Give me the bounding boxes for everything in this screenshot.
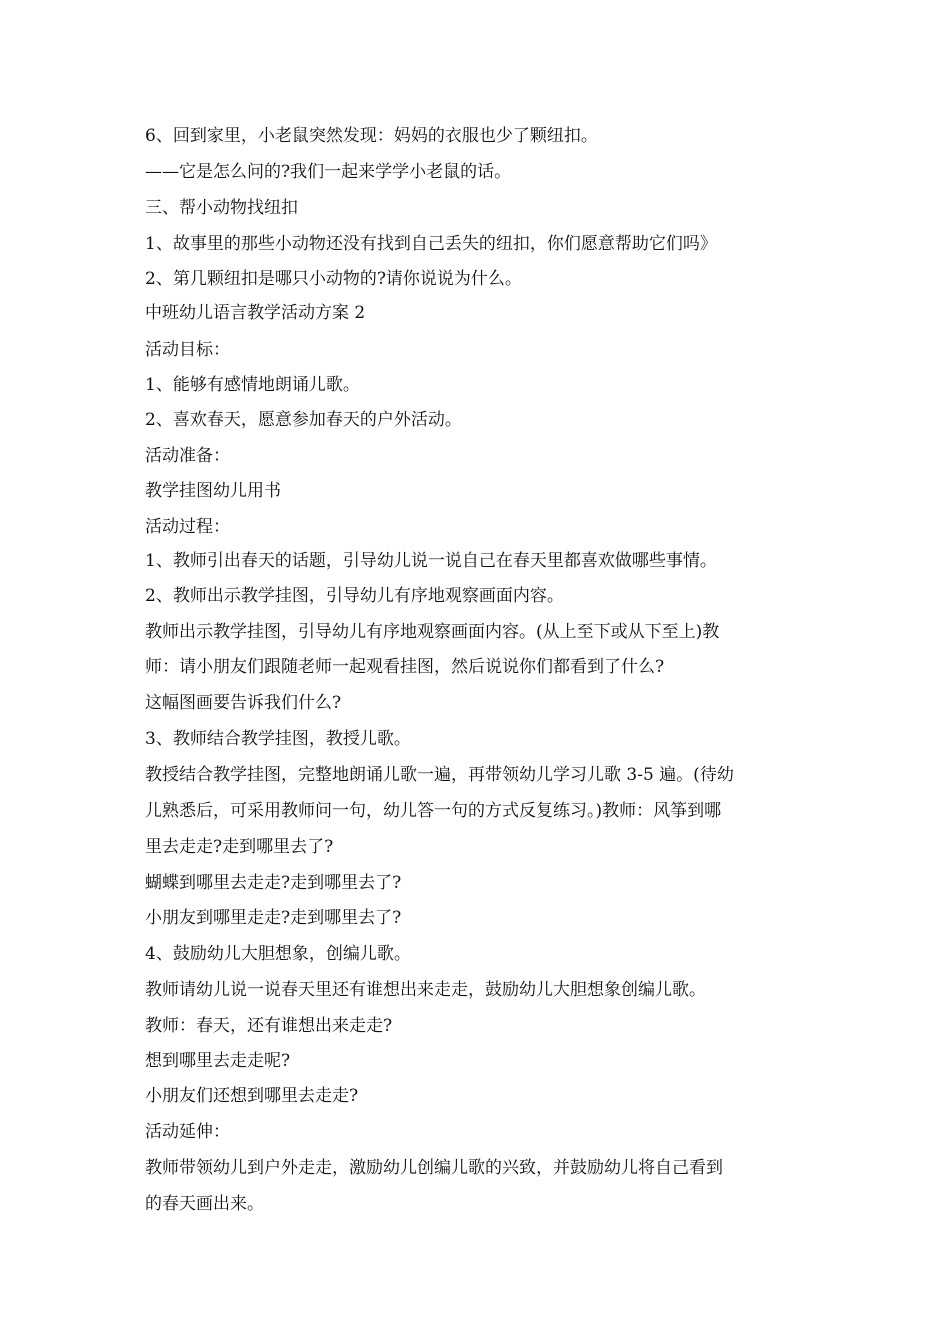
text-line: 1、能够有感情地朗诵儿歌。 xyxy=(145,375,360,395)
section-heading: 活动延伸： xyxy=(145,1122,230,1142)
text-line: 小朋友们还想到哪里去走走? xyxy=(145,1086,359,1106)
plan-title: 中班幼儿语言教学活动方案 2 xyxy=(145,303,366,323)
text-line: 教师出示教学挂图，引导幼儿有序地观察画面内容。(从上至下或从下至上)教 xyxy=(145,622,720,642)
section-heading: 活动过程： xyxy=(145,517,230,537)
section-heading: 活动准备： xyxy=(145,446,230,466)
text-line: ——它是怎么问的?我们一起来学学小老鼠的话。 xyxy=(145,162,512,182)
text-line: 蝴蝶到哪里去走走?走到哪里去了? xyxy=(145,873,402,893)
text-line: 想到哪里去走走呢? xyxy=(145,1051,291,1071)
text-line: 2、教师出示教学挂图，引导幼儿有序地观察画面内容。 xyxy=(145,586,564,606)
text-line: 1、教师引出春天的话题，引导幼儿说一说自己在春天里都喜欢做哪些事情。 xyxy=(145,551,717,571)
section-heading: 活动目标： xyxy=(145,340,230,360)
text-line: 师：请小朋友们跟随老师一起观看挂图，然后说说你们都看到了什么? xyxy=(145,657,665,677)
text-line: 2、第几颗纽扣是哪只小动物的?请你说说为什么。 xyxy=(145,269,522,289)
text-line: 2、喜欢春天，愿意参加春天的户外活动。 xyxy=(145,410,462,430)
text-line: 这幅图画要告诉我们什么? xyxy=(145,693,342,713)
text-line: 1、故事里的那些小动物还没有找到自己丢失的纽扣，你们愿意帮助它们吗》 xyxy=(145,234,717,254)
text-line: 教师带领幼儿到户外走走，激励幼儿创编儿歌的兴致，并鼓励幼儿将自己看到 xyxy=(145,1158,723,1178)
section-heading: 三、帮小动物找纽扣 xyxy=(145,198,298,218)
text-line: 6、回到家里，小老鼠突然发现：妈妈的衣服也少了颗纽扣。 xyxy=(145,126,598,146)
text-line: 教授结合教学挂图，完整地朗诵儿歌一遍，再带领幼儿学习儿歌 3-5 遍。(待幼 xyxy=(145,765,734,785)
text-line: 3、教师结合教学挂图，教授儿歌。 xyxy=(145,729,411,749)
text-line: 小朋友到哪里走走?走到哪里去了? xyxy=(145,908,402,928)
text-line: 教学挂图幼儿用书 xyxy=(145,481,281,501)
text-line: 的春天画出来。 xyxy=(145,1194,264,1214)
text-line: 教师请幼儿说一说春天里还有谁想出来走走，鼓励幼儿大胆想象创编儿歌。 xyxy=(145,980,706,1000)
text-line: 4、鼓励幼儿大胆想象，创编儿歌。 xyxy=(145,944,411,964)
text-line: 儿熟悉后，可采用教师问一句，幼儿答一句的方式反复练习。)教师：风筝到哪 xyxy=(145,801,722,821)
text-line: 里去走走?走到哪里去了? xyxy=(145,837,334,857)
text-line: 教师：春天，还有谁想出来走走? xyxy=(145,1016,393,1036)
